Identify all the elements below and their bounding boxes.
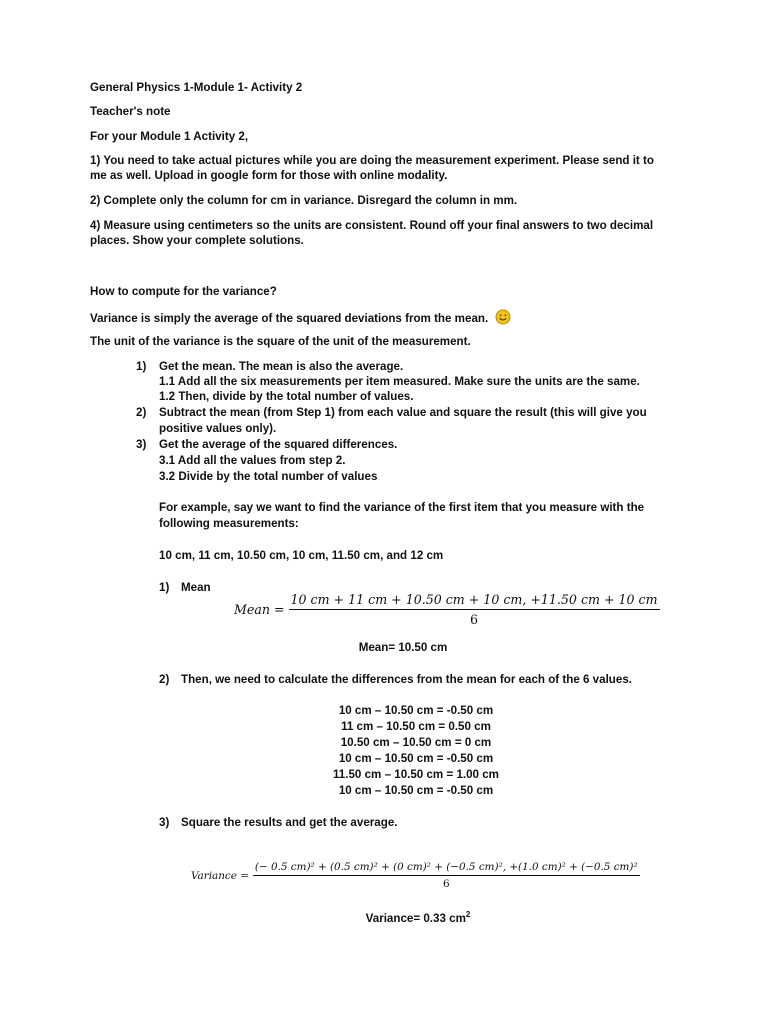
difference-row-4: 10 cm – 10.50 cm = -0.50 cm [338,752,494,765]
instruction-4-line-2: places. Show your complete solutions. [90,234,304,247]
difference-row-5: 11.50 cm – 10.50 cm = 1.00 cm [333,768,499,781]
step-1-text: Get the mean. The mean is also the average. [159,360,404,373]
step-1-2-text: 1.2 Then, divide by the total number of values. [159,390,414,403]
variance-result-exponent: 2 [465,910,471,919]
variance-denominator: 6 [442,878,450,890]
step-2-number: 2) [136,406,147,419]
difference-row-2: 11 cm – 10.50 cm = 0.50 cm [341,720,491,733]
instruction-4-line-1: 4) Measure using centimeters so the units are consistent. Round off your final answers to two decimal [90,219,654,232]
step-3-2-text: 3.2 Divide by the total number of values [159,470,378,483]
teachers-note-heading: Teacher's note [90,105,171,118]
example-measurements: 10 cm, 11 cm, 10.50 cm, 10 cm, 11.50 cm, and 12 cm [159,549,444,562]
difference-row-6: 10 cm – 10.50 cm = -0.50 cm [338,784,494,797]
instruction-2: 2) Complete only the column for cm in variance. Disregard the column in mm. [90,194,518,207]
document-title: General Physics 1-Module 1- Activity 2 [90,81,303,94]
mean-result: Mean= 10.50 cm [358,641,448,654]
variance-numerator: (− 0.5 cm)² + (0.5 cm)² + (0 cm)² + (−0.5 cm)², +(1.0 cm)² + (−0.5 cm)² [254,861,638,873]
smiley-face-icon [495,309,511,329]
how-to-heading: How to compute for the variance? [90,285,277,298]
mean-denominator: 6 [470,612,479,627]
variance-formula [191,861,640,890]
example-step-1-number: 1) [159,581,170,594]
step-1-number: 1) [136,360,147,373]
mean-formula [234,592,660,627]
difference-row-1: 10 cm – 10.50 cm = -0.50 cm [338,704,494,717]
example-step-3-label: Square the results and get the average. [181,816,398,829]
variance-definition-line [90,309,511,329]
example-step-2-number: 2) [159,673,170,686]
variance-result-text: Variance= 0.33 cm [365,911,466,925]
example-step-3-number: 3) [159,816,170,829]
variance-result [300,907,536,926]
example-intro-line-1: For example, say we want to find the variance of the first item that you measure with the [159,501,645,514]
variance-formula-lhs: Variance = [191,869,249,882]
step-2-text-line-2: positive values only). [159,422,277,435]
variance-fraction [253,861,640,890]
example-intro-line-2: following measurements: [159,517,299,530]
step-3-text: Get the average of the squared differences. [159,438,398,451]
intro-line: For your Module 1 Activity 2, [90,130,249,143]
variance-definition: Variance is simply the average of the squared deviations from the mean. [90,312,489,326]
step-3-1-text: 3.1 Add all the values from step 2. [159,454,346,467]
instruction-1-line-2: me as well. Upload in google form for those with online modality. [90,169,448,182]
step-1-1-text: 1.1 Add all the six measurements per item measured. Make sure the units are the same. [159,375,640,388]
mean-numerator: 10 cm + 11 cm + 10.50 cm + 10 cm, +11.50 cm + 10 cm [290,592,658,607]
instruction-1-line-1: 1) You need to take actual pictures while you are doing the measurement experiment. Please send it to [90,154,654,167]
mean-formula-lhs: Mean = [234,602,285,617]
step-2-text-line-1: Subtract the mean (from Step 1) from each value and square the result (this will give you [159,406,647,419]
difference-row-3: 10.50 cm – 10.50 cm = 0 cm [340,736,492,749]
mean-fraction [289,592,660,627]
step-3-number: 3) [136,438,147,451]
example-step-1-label: Mean [181,581,211,594]
unit-definition: The unit of the variance is the square of the unit of the measurement. [90,335,471,348]
example-step-2-label: Then, we need to calculate the differences from the mean for each of the 6 values. [181,673,632,686]
